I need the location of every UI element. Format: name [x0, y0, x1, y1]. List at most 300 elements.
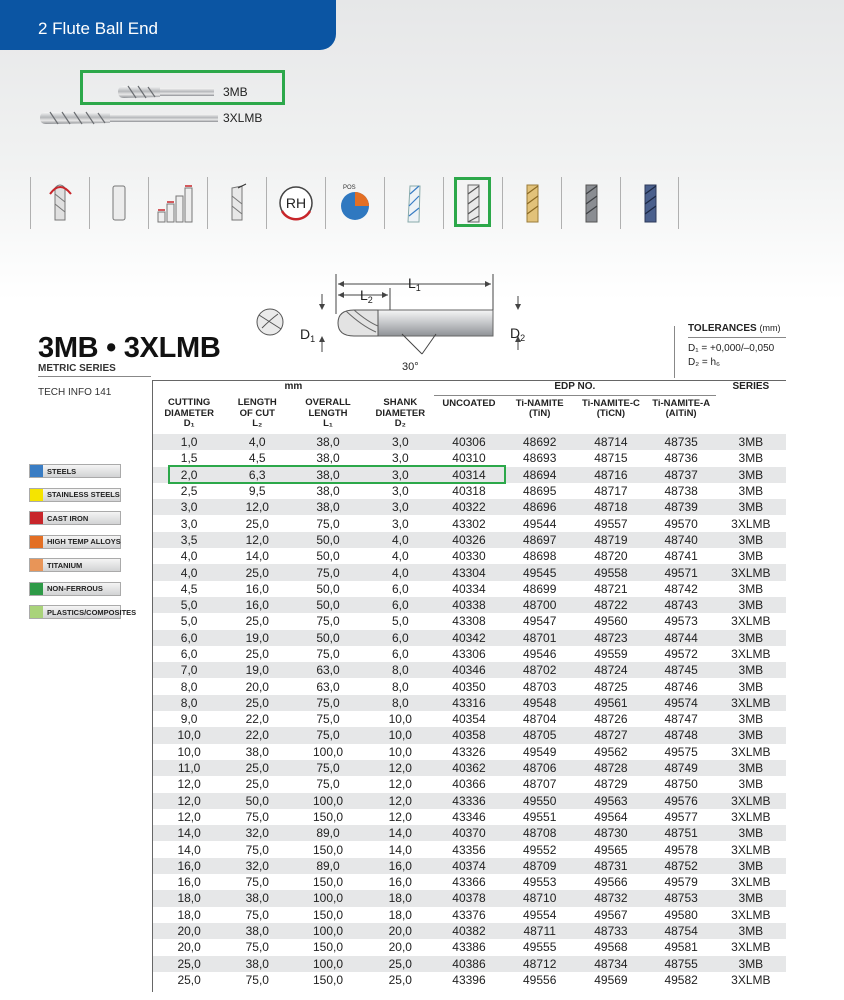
table-cell: 50,0 [289, 532, 366, 548]
table-cell: 3XLMB [716, 564, 786, 580]
table-cell: 48746 [647, 678, 716, 694]
legend-swatch [30, 559, 43, 571]
table-cell: 2,5 [153, 483, 225, 499]
table-cell: 1,0 [153, 434, 225, 450]
table-cell: 40306 [434, 434, 504, 450]
table-cell: 49571 [647, 564, 716, 580]
table-cell: 48714 [575, 434, 646, 450]
table-cell: 49548 [504, 695, 575, 711]
table-cell: 18,0 [367, 907, 434, 923]
table-cell: 3XLMB [716, 695, 786, 711]
table-cell: 49547 [504, 613, 575, 629]
table-cell: 3MB [716, 630, 786, 646]
table-cell: 48749 [647, 760, 716, 776]
legend-label: STEELS [47, 466, 77, 476]
table-cell: 14,0 [367, 825, 434, 841]
table-cell: 25,0 [225, 695, 289, 711]
table-row [153, 874, 786, 890]
legend-item [29, 558, 121, 572]
table-cell: 43306 [434, 646, 504, 662]
table-cell: 48744 [647, 630, 716, 646]
table-cell: 49558 [575, 564, 646, 580]
table-cell: 43386 [434, 939, 504, 955]
table-cell: 3MB [716, 760, 786, 776]
table-cell: 6,0 [367, 581, 434, 597]
table-cell: 10,0 [367, 711, 434, 727]
table-cell: 3,0 [367, 515, 434, 531]
table-cell: 12,0 [367, 776, 434, 792]
table-row [153, 907, 786, 923]
table-row [153, 564, 786, 580]
table-cell: 18,0 [367, 890, 434, 906]
table-cell: 100,0 [289, 744, 366, 760]
table-cell: 48695 [504, 483, 575, 499]
table-cell: 12,0 [367, 809, 434, 825]
table-cell: 8,0 [153, 678, 225, 694]
svg-text:L1: $L_1$ [408, 275, 421, 293]
table-cell: 16,0 [153, 874, 225, 890]
table-cell: 40362 [434, 760, 504, 776]
legend-item [29, 535, 121, 549]
table-cell: 25,0 [225, 646, 289, 662]
tool-label-3xlmb: 3XLMB [223, 111, 263, 125]
table-cell: 3MB [716, 890, 786, 906]
legend-label: NON-FERROUS [47, 584, 103, 593]
table-cell: 40310 [434, 450, 504, 466]
table-cell: 48738 [647, 483, 716, 499]
table-cell: 3MB [716, 450, 786, 466]
table-cell: 43396 [434, 972, 504, 988]
table-cell: 18,0 [153, 890, 225, 906]
table-cell: 40334 [434, 581, 504, 597]
table-cell: 43366 [434, 874, 504, 890]
table-cell: 48698 [504, 548, 575, 564]
svg-text:POS: POS [343, 185, 356, 191]
table-cell: 38,0 [225, 890, 289, 906]
table-cell: 3MB [716, 499, 786, 515]
table-cell: 4,0 [367, 564, 434, 580]
table-row [153, 858, 786, 874]
table-cell: 20,0 [367, 939, 434, 955]
table-cell: 75,0 [289, 515, 366, 531]
table-cell: 40314 [434, 467, 504, 483]
table-cell: 48707 [504, 776, 575, 792]
table-cell: 75,0 [225, 841, 289, 857]
table-cell: 40318 [434, 483, 504, 499]
table-cell: 40350 [434, 678, 504, 694]
cylinder-shank-icon [89, 177, 148, 229]
table-cell: 40322 [434, 499, 504, 515]
table-cell: 75,0 [289, 564, 366, 580]
table-cell: 48737 [647, 467, 716, 483]
table-cell: 38,0 [289, 450, 366, 466]
table-row [153, 483, 786, 499]
tool-label-3mb: 3MB [223, 85, 248, 99]
table-cell: 48712 [504, 956, 575, 972]
table-row [153, 760, 786, 776]
table-cell: 40326 [434, 532, 504, 548]
table-cell: 3MB [716, 923, 786, 939]
table-cell: 48726 [575, 711, 646, 727]
table-cell: 49570 [647, 515, 716, 531]
table-cell: 50,0 [289, 548, 366, 564]
table-cell: 48708 [504, 825, 575, 841]
table-cell: 3MB [716, 776, 786, 792]
table-cell: 3MB [716, 956, 786, 972]
legend-item [29, 488, 121, 502]
table-cell: 75,0 [289, 711, 366, 727]
table-cell: 48705 [504, 727, 575, 743]
table-cell: 48700 [504, 597, 575, 613]
feature-icons-bar [30, 177, 679, 229]
table-cell: 5,0 [367, 613, 434, 629]
table-cell: 3,0 [367, 467, 434, 483]
table-cell: 3MB [716, 825, 786, 841]
table-cell: 3MB [716, 483, 786, 499]
table-cell: 40330 [434, 548, 504, 564]
table-cell: 4,0 [153, 564, 225, 580]
legend-label: CAST IRON [47, 513, 89, 523]
table-cell: 49564 [575, 809, 646, 825]
table-cell: 10,0 [367, 727, 434, 743]
table-cell: 3XLMB [716, 939, 786, 955]
table-cell: 48727 [575, 727, 646, 743]
table-cell: 14,0 [153, 825, 225, 841]
table-cell: 100,0 [289, 956, 366, 972]
table-cell: 6,0 [153, 630, 225, 646]
tolerances-box [688, 323, 786, 371]
table-cell: 43308 [434, 613, 504, 629]
table-cell: 100,0 [289, 923, 366, 939]
table-cell: 20,0 [367, 923, 434, 939]
table-cell: 43302 [434, 515, 504, 531]
table-cell: 63,0 [289, 662, 366, 678]
table-cell: 3XLMB [716, 515, 786, 531]
rh-cutting-icon [266, 177, 325, 229]
table-cell: 7,0 [153, 662, 225, 678]
legend-item [29, 582, 121, 596]
svg-text:L2: $L_2$ [360, 287, 373, 305]
column-header: Ti-NAMITE (TiN) [515, 397, 564, 419]
table-cell: 49550 [504, 793, 575, 809]
table-cell: 48739 [647, 499, 716, 515]
table-cell: 40382 [434, 923, 504, 939]
table-cell: 48753 [647, 890, 716, 906]
table-cell: 12,0 [225, 499, 289, 515]
table-cell: 3XLMB [716, 793, 786, 809]
table-cell: 3MB [716, 434, 786, 450]
table-row [153, 613, 786, 629]
table-cell: 12,0 [367, 760, 434, 776]
table-cell: 12,0 [153, 776, 225, 792]
table-cell: 8,0 [367, 662, 434, 678]
table-cell: 6,0 [367, 646, 434, 662]
table-cell: 48719 [575, 532, 646, 548]
table-cell: 4,5 [153, 581, 225, 597]
column-header: UNCOATED [442, 397, 496, 409]
table-cell: 49563 [575, 793, 646, 809]
table-row [153, 678, 786, 694]
table-cell: 48701 [504, 630, 575, 646]
table-cell: 49561 [575, 695, 646, 711]
table-cell: 3MB [716, 678, 786, 694]
legend-item [29, 605, 137, 619]
table-cell: 50,0 [289, 581, 366, 597]
table-cell: 25,0 [225, 564, 289, 580]
dimension-diagram [250, 270, 540, 380]
table-cell: 48729 [575, 776, 646, 792]
table-row [153, 809, 786, 825]
table-cell: 150,0 [289, 874, 366, 890]
table-cell: 49549 [504, 744, 575, 760]
table-cell: 12,0 [225, 532, 289, 548]
table-cell: 38,0 [289, 434, 366, 450]
table-cell: 48755 [647, 956, 716, 972]
column-header-series-blank [716, 395, 786, 434]
table-cell: 48692 [504, 434, 575, 450]
table-cell: 3XLMB [716, 907, 786, 923]
table-cell: 3MB [716, 532, 786, 548]
table-cell: 40358 [434, 727, 504, 743]
table-cell: 3MB [716, 581, 786, 597]
table-cell: 12,0 [367, 793, 434, 809]
flute-angle-icon [207, 177, 266, 229]
table-cell: 48724 [575, 662, 646, 678]
table-cell: 20,0 [225, 678, 289, 694]
table-cell: 49582 [647, 972, 716, 988]
table-cell: 75,0 [225, 972, 289, 988]
table-cell: 48703 [504, 678, 575, 694]
table-cell: 48693 [504, 450, 575, 466]
table-cell: 48745 [647, 662, 716, 678]
table-cell: 16,0 [367, 858, 434, 874]
table-cell: 63,0 [289, 678, 366, 694]
table-cell: 150,0 [289, 809, 366, 825]
svg-text:D2: $D_2$ [510, 325, 526, 343]
table-cell: 43376 [434, 907, 504, 923]
section-header [0, 0, 336, 50]
table-cell: 89,0 [289, 858, 366, 874]
table-cell: 48734 [575, 956, 646, 972]
tolerances-divider [674, 326, 675, 378]
legend-label: PLASTICS/COMPOSITES [47, 607, 137, 617]
column-header: OVERALL LENGTH L₁ [305, 397, 351, 429]
legend-item [29, 464, 121, 478]
table-cell: 11,0 [153, 760, 225, 776]
table-cell: 25,0 [225, 515, 289, 531]
table-cell: 32,0 [225, 825, 289, 841]
tech-info-label: TECH INFO 141 [38, 387, 112, 398]
table-cell: 75,0 [289, 760, 366, 776]
table-row [153, 711, 786, 727]
table-cell: 75,0 [289, 776, 366, 792]
table-cell: 43304 [434, 564, 504, 580]
column-header: LENGTH OF CUT L₂ [237, 397, 277, 429]
table-cell: 6,3 [225, 467, 289, 483]
table-row [153, 515, 786, 531]
table-cell: 38,0 [225, 923, 289, 939]
table-cell: 150,0 [289, 907, 366, 923]
table-cell: 48747 [647, 711, 716, 727]
table-cell: 40354 [434, 711, 504, 727]
table-cell: 49554 [504, 907, 575, 923]
table-cell: 48743 [647, 597, 716, 613]
table-cell: 40342 [434, 630, 504, 646]
table-cell: 48716 [575, 467, 646, 483]
table-cell: 48728 [575, 760, 646, 776]
table-cell: 38,0 [225, 956, 289, 972]
table-cell: 2,0 [153, 467, 225, 483]
table-cell: 14,0 [153, 841, 225, 857]
table-cell: 48694 [504, 467, 575, 483]
table-cell: 49544 [504, 515, 575, 531]
table-row [153, 793, 786, 809]
table-cell: 75,0 [225, 874, 289, 890]
table-cell: 3XLMB [716, 841, 786, 857]
selected-coating-highlight [454, 177, 491, 227]
table-cell: 3MB [716, 548, 786, 564]
table-row [153, 939, 786, 955]
table-cell: 43326 [434, 744, 504, 760]
selected-row-highlight [168, 465, 506, 484]
table-row [153, 841, 786, 857]
series-subtitle: METRIC SERIES [38, 363, 116, 374]
table-cell: 49552 [504, 841, 575, 857]
legend-label: TITANIUM [47, 560, 83, 570]
table-cell: 48718 [575, 499, 646, 515]
group-header-edp: EDP NO. [434, 381, 716, 395]
table-cell: 3,0 [367, 483, 434, 499]
table-row [153, 825, 786, 841]
table-cell: 6,0 [367, 597, 434, 613]
tool-3mb-highlight [80, 70, 285, 105]
table-cell: 40338 [434, 597, 504, 613]
table-cell: 48721 [575, 581, 646, 597]
table-cell: 3,0 [153, 499, 225, 515]
table-cell: 3XLMB [716, 744, 786, 760]
table-cell: 25,0 [225, 776, 289, 792]
table-cell: 48715 [575, 450, 646, 466]
table-cell: 49555 [504, 939, 575, 955]
tool-row-3xlmb [38, 110, 263, 126]
table-cell: 8,0 [367, 695, 434, 711]
table-cell: 3XLMB [716, 972, 786, 988]
table-cell: 3,0 [367, 434, 434, 450]
table-cell: 48709 [504, 858, 575, 874]
table-cell: 49557 [575, 515, 646, 531]
legend-label: STAINLESS STEELS [47, 490, 120, 499]
table-cell: 4,0 [225, 434, 289, 450]
table-cell: 40366 [434, 776, 504, 792]
table-cell: 40370 [434, 825, 504, 841]
tolerance-d2: D₂ = h₆ [688, 357, 721, 368]
table-cell: 49579 [647, 874, 716, 890]
table-cell: 3XLMB [716, 874, 786, 890]
table-row [153, 630, 786, 646]
ticn-coating-icon [502, 177, 561, 229]
table-cell: 3MB [716, 662, 786, 678]
table-cell: 43316 [434, 695, 504, 711]
subtitle-divider [38, 376, 151, 377]
table-cell: 22,0 [225, 727, 289, 743]
table-cell: 48741 [647, 548, 716, 564]
table-cell: 48704 [504, 711, 575, 727]
altin-coating-icon [620, 177, 679, 229]
table-cell: 48697 [504, 532, 575, 548]
table-cell: 22,0 [225, 711, 289, 727]
table-cell: 75,0 [289, 727, 366, 743]
table-cell: 16,0 [225, 597, 289, 613]
table-cell: 3,0 [367, 450, 434, 466]
table-cell: 48732 [575, 890, 646, 906]
table-cell: 150,0 [289, 972, 366, 988]
table-cell: 49560 [575, 613, 646, 629]
table-row [153, 499, 786, 515]
table-cell: 25,0 [367, 956, 434, 972]
table-cell: 3XLMB [716, 613, 786, 629]
svg-text:RH: RH [285, 195, 307, 211]
table-row [153, 744, 786, 760]
table-cell: 3MB [716, 858, 786, 874]
table-cell: 75,0 [225, 809, 289, 825]
table-cell: 49576 [647, 793, 716, 809]
table-cell: 49581 [647, 939, 716, 955]
table-cell: 10,0 [153, 744, 225, 760]
table-cell: 3MB [716, 711, 786, 727]
table-row [153, 776, 786, 792]
table-cell: 3XLMB [716, 646, 786, 662]
table-cell: 75,0 [289, 646, 366, 662]
legend-swatch [30, 512, 43, 524]
tool-3xlmb-image [38, 110, 218, 126]
table-cell: 49553 [504, 874, 575, 890]
table-cell: 49551 [504, 809, 575, 825]
table-cell: 75,0 [289, 613, 366, 629]
table-cell: 12,0 [153, 793, 225, 809]
table-cell: 49572 [647, 646, 716, 662]
table-cell: 49580 [647, 907, 716, 923]
table-cell: 48731 [575, 858, 646, 874]
table-row [153, 956, 786, 972]
table-cell: 49559 [575, 646, 646, 662]
table-cell: 25,0 [367, 972, 434, 988]
table-cell: 43356 [434, 841, 504, 857]
table-cell: 75,0 [289, 695, 366, 711]
helix-angle-icon [30, 177, 89, 229]
table-cell: 48733 [575, 923, 646, 939]
table-cell: 25,0 [153, 972, 225, 988]
table-cell: 50,0 [289, 597, 366, 613]
table-cell: 38,0 [225, 744, 289, 760]
table-cell: 48750 [647, 776, 716, 792]
table-cell: 48722 [575, 597, 646, 613]
tolerance-d1: D₁ = +0,000/–0,050 [688, 343, 775, 354]
table-cell: 48740 [647, 532, 716, 548]
tolerances-title: TOLERANCES (mm) [688, 323, 786, 338]
column-header: CUTTING DIAMETER D₁ [164, 397, 214, 429]
table-cell: 3MB [716, 467, 786, 483]
legend-swatch [30, 583, 43, 595]
table-cell: 48742 [647, 581, 716, 597]
table-cell: 19,0 [225, 630, 289, 646]
table-cell: 40346 [434, 662, 504, 678]
table-cell: 89,0 [289, 825, 366, 841]
table-cell: 16,0 [153, 858, 225, 874]
table-cell: 49546 [504, 646, 575, 662]
table-cell: 3,0 [367, 499, 434, 515]
group-header-series: SERIES [732, 381, 770, 392]
table-cell: 5,0 [153, 613, 225, 629]
